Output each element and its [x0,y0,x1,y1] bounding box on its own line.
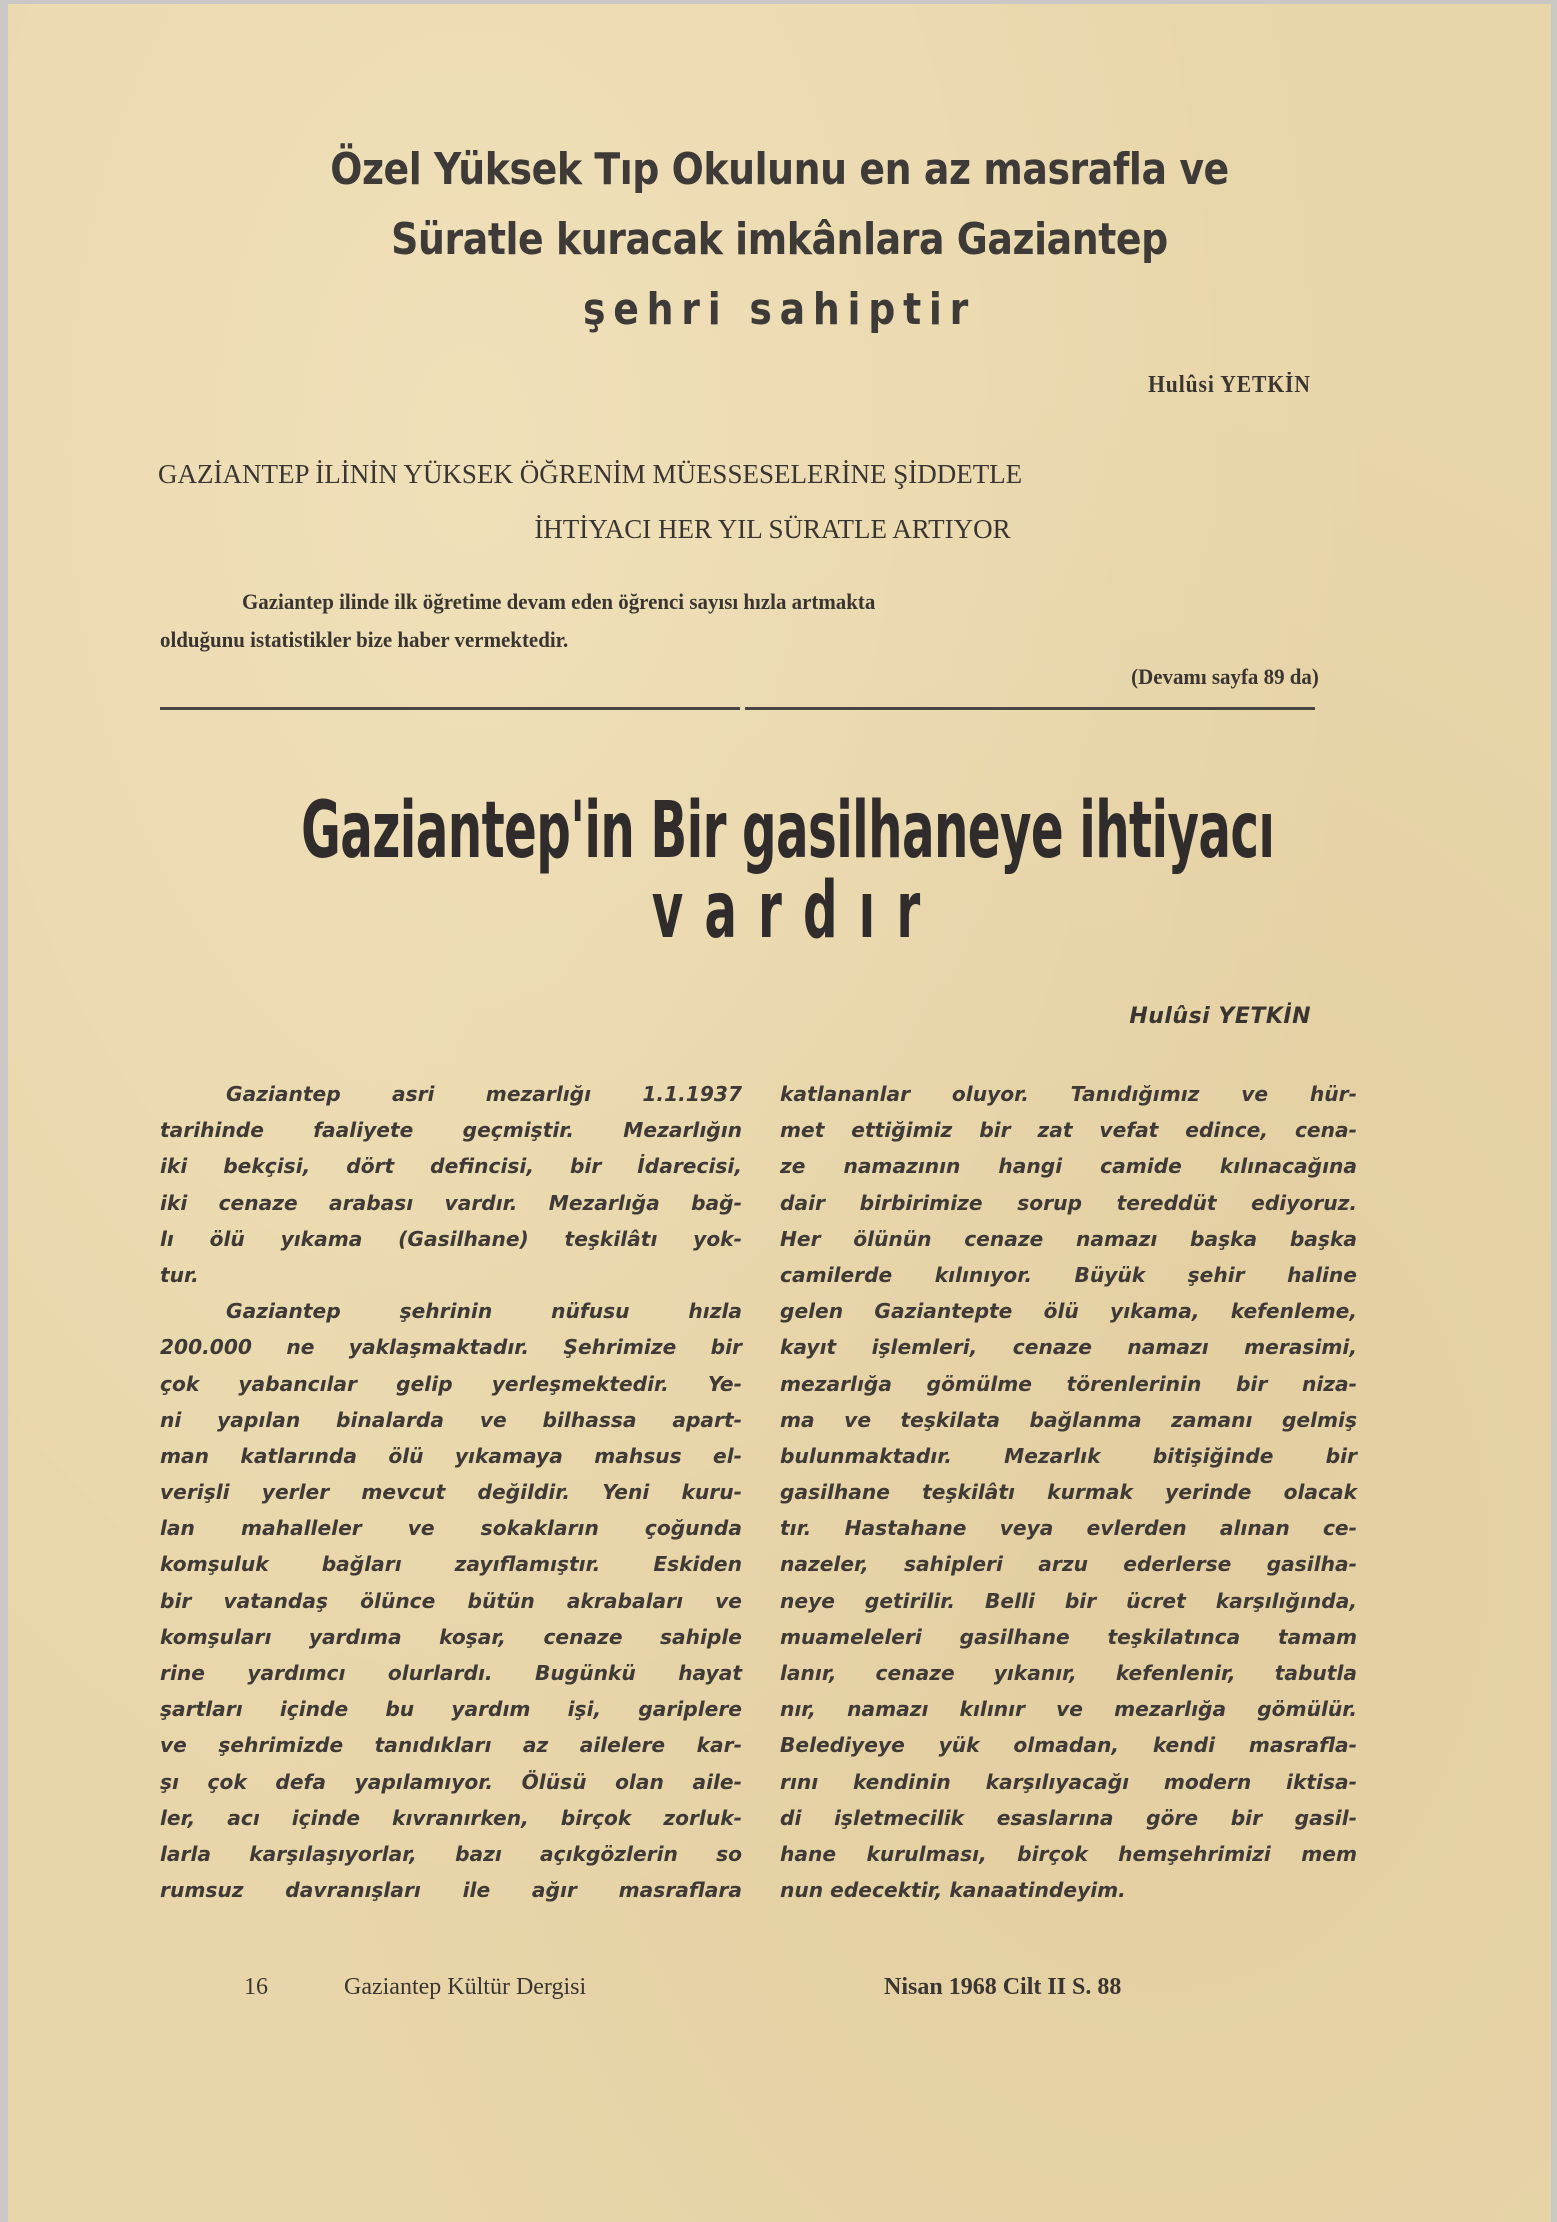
section-divider-right [745,707,1315,710]
text-line: iki cenaze arabası vardır. Mezarlığa bağ- [160,1190,742,1215]
text-line: rine yardımcı olurlardı. Bugünkü hayat [160,1661,742,1685]
text-line: muameleleri gasilhane teşkilatınca tamam [780,1624,1357,1649]
magazine-page [8,4,1551,2222]
text-line: camilerde kılınıyor. Büyük şehir haline [780,1262,1357,1287]
text-line: Belediyeye yük olmadan, kendi masrafla- [780,1733,1357,1758]
text-line: rını kendinin karşılıyacağı modern iktisa- [780,1769,1357,1794]
text-line: tarihinde faaliyete geçmiştir. Mezarlığın [160,1118,742,1143]
text-line: bir vatandaş ölünce bütün akrabaları ve [160,1588,742,1613]
article2-byline: Hulûsi YETKİN [1129,1004,1311,1029]
text-line: lı ölü yıkama (Gasilhane) teşkilâtı yok- [160,1226,742,1251]
article2-headline-line-2: vardır [651,866,942,956]
page-number: 16 [244,1974,268,2000]
text-line: Her ölünün cenaze namazı başka başka [780,1226,1357,1251]
text-line: gelen Gaziantepte ölü yıkama, kefenleme, [780,1299,1357,1324]
text-line: nazeler, sahipleri arzu ederlerse gasilha- [780,1552,1357,1577]
text-line: nun edecektir, kanaatindeyim. [780,1878,1126,1903]
text-line: kayıt işlemleri, cenaze namazı merasimi, [780,1335,1357,1360]
section-divider-left [160,707,740,710]
article1-byline: Hulûsi YETKİN [1148,372,1311,398]
text-line: lanır, cenaze yıkanır, kefenlenir, tabutla [780,1661,1357,1685]
text-line: iki bekçisi, dört defincisi, bir İdarecisi, [160,1154,742,1179]
text-line: tır. Hastahane veya evlerden alınan ce- [780,1516,1357,1541]
text-line: 200.000 ne yaklaşmaktadır. Şehrimize bir [160,1335,742,1360]
text-line: met ettiğimiz bir zat vefat edince, cena- [780,1118,1357,1143]
text-line: bulunmaktadır. Mezarlık bitişiğinde bir [780,1443,1357,1468]
text-line: larla karşılaşıyorlar, bazı açıkgözlerin so [160,1841,742,1866]
text-line: neye getirilir. Belli bir ücret karşılığında, [780,1588,1357,1613]
article1-subheading-line-2: İHTİYACI HER YIL SÜRATLE ARTIYOR [534,514,1011,544]
article2-right-column [780,1076,1357,1908]
text-line: şı çok defa yapılamıyor. Ölüsü olan aile- [160,1769,742,1794]
text-line: man katlarında ölü yıkamaya mahsus el- [160,1443,742,1468]
text-line: çok yabancılar gelip yerleşmektedir. Ye- [160,1371,742,1396]
text-line: rumsuz davranışları ile ağır masraflara [160,1878,742,1903]
magazine-name: Gaziantep Kültür Dergisi [344,1974,587,2000]
text-line: ni yapılan binalarda ve bilhassa apart- [160,1407,742,1432]
text-line: gasilhane teşkilâtı kurmak yerinde olacak [780,1480,1357,1505]
text-line: katlananlar oluyor. Tanıdığımız ve hür- [780,1082,1357,1106]
text-line: şartları içinde bu yardım işi, gariplere [160,1697,742,1722]
text-line: ve şehrimizde tanıdıkları az ailelere kar- [160,1733,742,1758]
article1-title-line-1: Özel Yüksek Tıp Okulunu en az masrafla ve [330,144,1229,195]
text-line: komşuluk bağları zayıflamıştır. Eskiden [160,1552,742,1577]
article1-subheading-line-1: GAZİANTEP İLİNİN YÜKSEK ÖĞRENİM MÜESSESELERİNE ŞİDDETLE [158,459,1023,489]
text-line: verişli yerler mevcut değildir. Yeni kuru- [160,1480,742,1505]
article2-left-column [160,1076,742,1908]
text-line: ma ve teşkilata bağlanma zamanı gelmiş [780,1407,1357,1432]
text-line: Gaziantep asri mezarlığı 1.1.1937 [226,1082,742,1106]
text-line: komşuları yardıma koşar, cenaze sahiple [160,1624,742,1649]
text-line: Gaziantep şehrinin nüfusu hızla [226,1299,742,1324]
text-line: dair birbirimize sorup tereddüt ediyoruz. [780,1190,1357,1215]
article1-title-line-2: Süratle kuracak imkânlara Gaziantep [391,214,1168,265]
text-line: ler, acı içinde kıvranırken, birçok zorluk- [160,1805,742,1830]
article1-title-line-3: şehri sahiptir [582,284,977,335]
text-line: tur. [160,1262,199,1287]
text-line: hane kurulması, birçok hemşehrimizi mem [780,1841,1357,1866]
text-line: nır, namazı kılınır ve mezarlığa gömülür. [780,1697,1357,1722]
text-line: mezarlığa gömülme törenlerinin bir niza- [780,1371,1357,1396]
continuation-note: (Devamı sayfa 89 da) [1131,664,1319,689]
text-line: lan mahalleler ve sokakların çoğunda [160,1516,742,1541]
text-line: ze namazının hangi camide kılınacağına [780,1154,1357,1179]
article1-paragraph-line-1: Gaziantep ilinde ilk öğretime devam eden öğrenci sayısı hızla artmakta [242,589,876,614]
article2-headline-line-1: Gaziantep'in Bir gasilhaneye ihtiyacı [301,786,1275,876]
text-line: di işletmecilik esaslarına göre bir gasil- [780,1805,1357,1830]
issue-info: Nisan 1968 Cilt II S. 88 [884,1974,1122,2000]
article1-paragraph-line-2: olduğunu istatistikler bize haber vermektedir. [160,627,569,652]
